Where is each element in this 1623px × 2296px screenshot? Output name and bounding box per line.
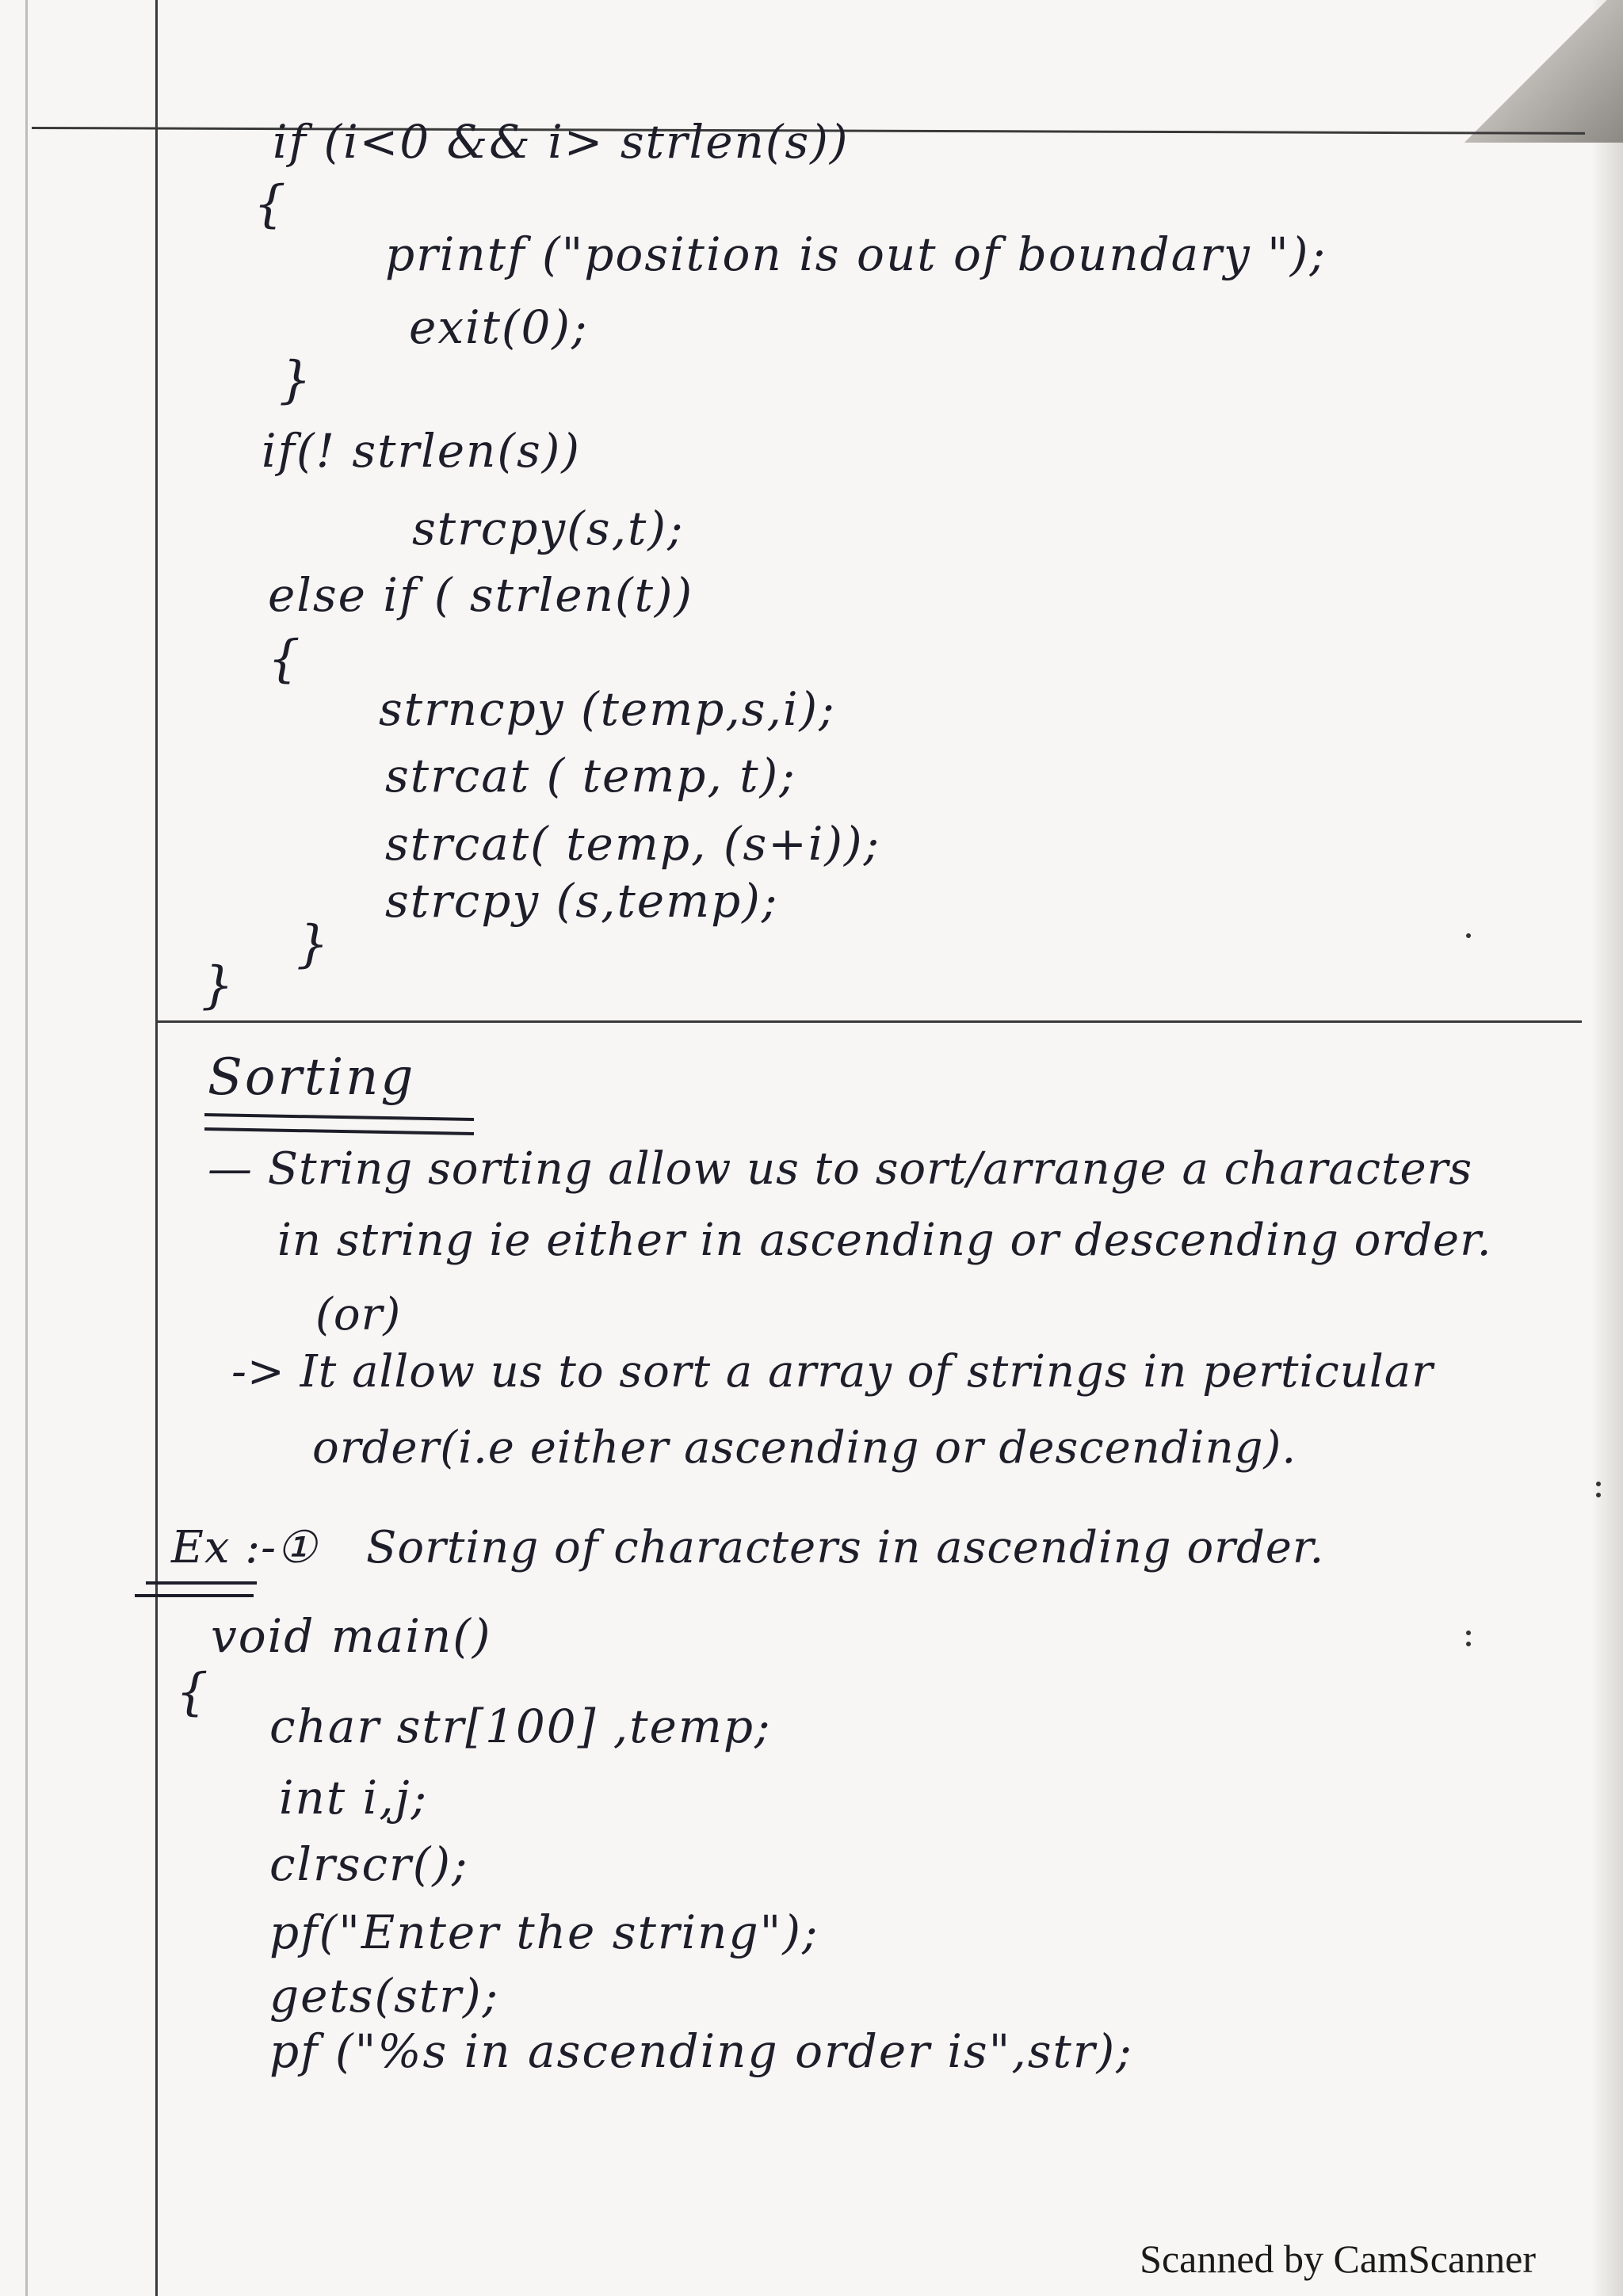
ink-dot [1466,1630,1471,1635]
code-brace: { [268,630,300,688]
code-line: exit(0); [409,300,589,354]
code-line: gets(str); [269,1969,500,2023]
code-brace: } [279,351,311,410]
heading-underline [204,1127,474,1135]
page-left-edge [25,0,28,2296]
code-brace: } [296,915,329,974]
code-line: strcpy (s,temp); [385,874,779,928]
ink-dot [1466,933,1471,938]
text-line: order(i.e either ascending or descending). [312,1422,1297,1474]
ink-dot [1596,1482,1601,1486]
heading-underline [204,1113,474,1121]
code-line: if(! strlen(s)) [262,424,582,478]
example-label: Ex :-① [171,1522,318,1573]
code-line: int i,j; [279,1771,429,1825]
example-underline [135,1594,254,1597]
code-line: void main() [211,1609,492,1663]
code-line: printf ("position is out of boundary "); [385,227,1327,281]
code-brace: } [201,956,234,1015]
code-line: strcpy(s,t); [412,502,685,555]
scanner-watermark: Scanned by CamScanner [1140,2237,1536,2281]
ink-dot [1466,1642,1471,1646]
code-line: clrscr(); [269,1837,469,1891]
code-line: strcat ( temp, t); [385,749,796,803]
example-title: Sorting of characters in ascending order. [366,1522,1325,1573]
code-brace: { [254,175,286,234]
text-line: — String sorting allow us to sort/arrange a characters [208,1143,1473,1195]
folded-corner [1449,0,1623,143]
ink-dot [1596,1493,1601,1497]
section-divider-line [155,1020,1582,1023]
margin-line [155,0,158,2296]
code-line: if (i<0 && i> strlen(s)) [273,115,850,169]
code-brace: { [176,1663,208,1722]
text-line: in string ie either in ascending or descending order. [277,1215,1492,1266]
code-line: strcat( temp, (s+i)); [385,817,881,871]
text-line: -> It allow us to sort a array of strings in perticular [231,1346,1434,1398]
code-line: strncpy (temp,s,i); [379,682,836,736]
or-marker: (or) [315,1289,402,1341]
code-line: else if ( strlen(t)) [268,568,694,622]
paper-edge-shadow [1591,0,1623,2296]
section-heading: Sorting [208,1048,416,1107]
code-line: pf("Enter the string"); [269,1905,819,1959]
example-underline [146,1581,257,1585]
code-line: pf ("%s in ascending order is",str); [269,2024,1133,2078]
code-line: char str[100] ,temp; [269,1699,772,1753]
